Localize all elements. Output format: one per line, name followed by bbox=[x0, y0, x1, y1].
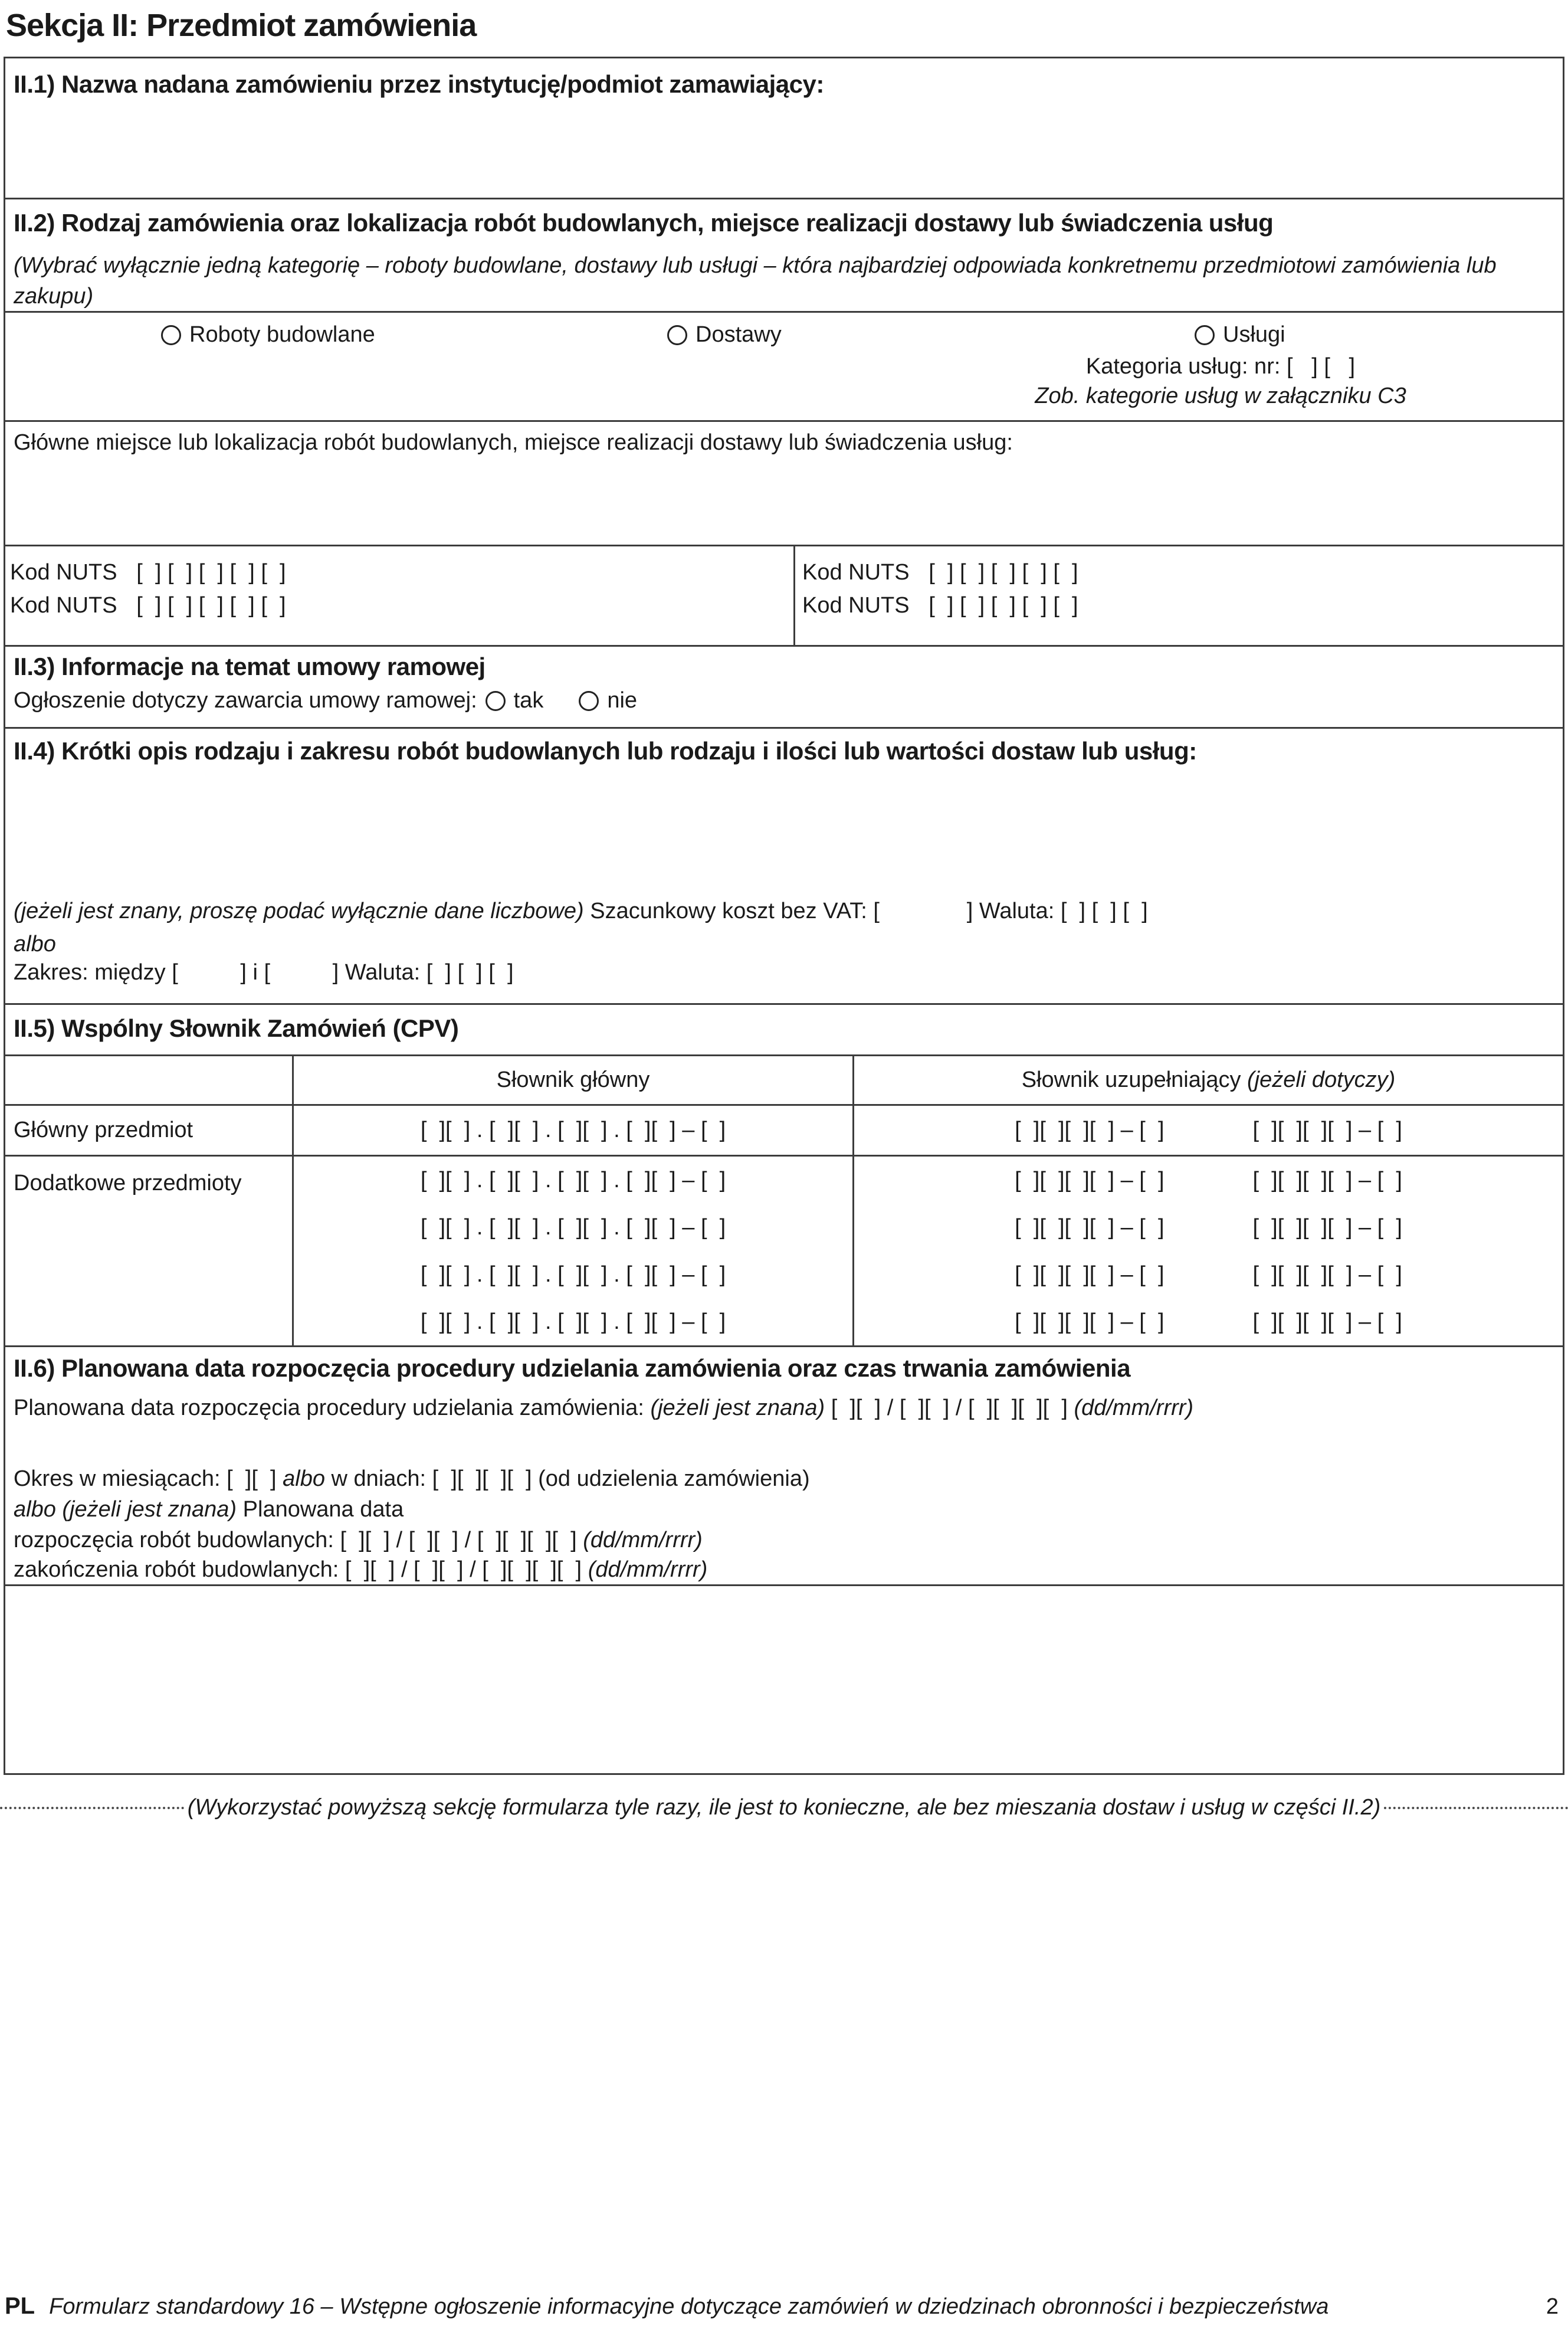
cpv-header-supp-note: (jeżeli dotyczy) bbox=[1247, 1067, 1396, 1092]
nuts-line bbox=[802, 589, 1563, 622]
radio-label: Roboty budowlane bbox=[189, 322, 375, 347]
framework-question-line bbox=[14, 688, 1554, 713]
currency-label: Waluta: bbox=[345, 960, 421, 985]
nuts-code-field[interactable]: [ ] [ ] [ ] [ ] [ ] bbox=[136, 560, 286, 585]
cpv-main-field[interactable]: [ ][ ] . [ ][ ] . [ ][ ] . [ ][ ] – [ ] bbox=[420, 1309, 726, 1334]
repeat-note-row bbox=[0, 1795, 1568, 1820]
date-format-note: (dd/mm/rrrr) bbox=[588, 1557, 708, 1582]
footer-form-title: Formularz standardowy 16 – Wstępne ogłoszenie informacyjne dotyczące zamówień w dziedzinach obronności i bezpieczeństwa bbox=[49, 2294, 1329, 2319]
main-location-field[interactable] bbox=[7, 475, 1561, 543]
framework-question-label: Ogłoszenie dotyczy zawarcia umowy ramowej: bbox=[14, 688, 477, 713]
cpv-supp-field[interactable]: [ ][ ][ ][ ] – [ ] bbox=[1015, 1117, 1164, 1142]
cpv-main-field[interactable]: [ ][ ] . [ ][ ] . [ ][ ] . [ ][ ] – [ ] bbox=[420, 1262, 726, 1287]
cpv-header-supp bbox=[852, 1056, 1563, 1104]
albo-label: albo bbox=[14, 932, 56, 957]
radio-circle-icon[interactable] bbox=[486, 691, 506, 711]
days-field[interactable]: [ ][ ][ ][ ] bbox=[432, 1466, 532, 1491]
estimated-cost-line bbox=[14, 899, 1148, 924]
cpv-supp-field[interactable]: [ ][ ][ ][ ] – [ ] bbox=[1252, 1167, 1402, 1193]
planned-data-label: Planowana data bbox=[242, 1497, 404, 1522]
section-ii4-heading: II.4) Krótki opis rodzaju i zakresu robót budowlanych lub rodzaju i ilości lub wartości dostaw lub usług: bbox=[14, 737, 1197, 765]
range-from-field[interactable]: [ ] bbox=[172, 960, 247, 985]
cpv-additional-supp-cell bbox=[852, 1157, 1563, 1345]
cpv-supp-field[interactable]: [ ][ ][ ][ ] – [ ] bbox=[1015, 1167, 1164, 1193]
service-category-field[interactable]: [ ] [ ] bbox=[1286, 354, 1356, 379]
additional-info-field[interactable] bbox=[7, 1639, 1561, 1771]
cpv-main-row bbox=[5, 1104, 1563, 1155]
cpv-table bbox=[4, 1054, 1564, 1347]
cost-label: Szacunkowy koszt bez VAT: bbox=[590, 899, 867, 923]
works-start-label: rozpoczęcia robót budowlanych: bbox=[14, 1528, 334, 1552]
works-end-date-field[interactable]: [ ][ ] / [ ][ ] / [ ][ ][ ][ ] bbox=[345, 1557, 582, 1582]
range-and-label: i bbox=[252, 960, 258, 985]
section-ii2-note-line1: (Wybrać wyłącznie jedną kategorię – roboty budowlane, dostawy lub usługi – która najbardziej odpowiada konkretnemu przedmiotowi zamówienia lub bbox=[14, 253, 1497, 278]
footer-language-code: PL bbox=[5, 2293, 35, 2319]
section-ii3-box bbox=[4, 645, 1564, 729]
framework-yes-label: tak bbox=[513, 688, 544, 713]
cpv-main-row-label: Główny przedmiot bbox=[14, 1117, 193, 1142]
estimated-cost-field[interactable]: [ ] bbox=[873, 899, 973, 923]
range-to-field[interactable]: [ ] bbox=[264, 960, 339, 985]
nuts-code-field[interactable]: [ ] [ ] [ ] [ ] [ ] bbox=[929, 593, 1078, 618]
page-footer bbox=[5, 2293, 1559, 2320]
section-ii6-box bbox=[4, 1345, 1564, 1586]
section-ii1-heading: II.1) Nazwa nadana zamówieniu przez instytucję/podmiot zamawiający: bbox=[14, 70, 824, 98]
section-ii7-heading-line bbox=[14, 1596, 1554, 1624]
days-note: (od udzielenia zamówienia) bbox=[538, 1466, 810, 1491]
date-format-note: (dd/mm/rrrr) bbox=[1074, 1396, 1194, 1420]
planned-date-field[interactable]: [ ][ ] / [ ][ ] / [ ][ ][ ][ ] bbox=[831, 1396, 1068, 1420]
cpv-main-field[interactable]: [ ][ ] . [ ][ ] . [ ][ ] . [ ][ ] – [ ] bbox=[420, 1167, 726, 1193]
cpv-main-cell bbox=[292, 1106, 852, 1155]
cpv-additional-main-cell bbox=[292, 1157, 852, 1345]
section-ii7-box bbox=[4, 1584, 1564, 1775]
works-start-line bbox=[14, 1528, 703, 1553]
cpv-supp-field[interactable]: [ ][ ][ ][ ] – [ ] bbox=[1015, 1262, 1164, 1287]
nuts-code-field[interactable]: [ ] [ ] [ ] [ ] [ ] bbox=[929, 560, 1078, 585]
duration-line bbox=[14, 1466, 810, 1492]
nuts-cell-right bbox=[793, 546, 1563, 645]
radio-option-roboty-budowlane[interactable] bbox=[161, 322, 375, 348]
planned-date-line bbox=[14, 1396, 1193, 1421]
page-title: Sekcja II: Przedmiot zamówienia bbox=[6, 8, 477, 43]
cpv-supp-field[interactable]: [ ][ ][ ][ ] – [ ] bbox=[1252, 1214, 1402, 1240]
cpv-supp-field[interactable]: [ ][ ][ ][ ] – [ ] bbox=[1252, 1309, 1402, 1334]
nuts-line bbox=[10, 589, 793, 622]
albo-label: albo bbox=[283, 1466, 325, 1491]
nuts-code-field[interactable]: [ ] [ ] [ ] [ ] [ ] bbox=[136, 593, 286, 618]
currency-field[interactable]: [ ] [ ] [ ] bbox=[426, 960, 514, 985]
months-field[interactable]: [ ][ ] bbox=[227, 1466, 277, 1491]
cpv-header-supp-label: Słownik uzupełniający bbox=[1021, 1067, 1241, 1092]
dotted-divider-left bbox=[0, 1807, 184, 1809]
radio-circle-icon[interactable] bbox=[1195, 325, 1215, 345]
section-ii5-box bbox=[4, 1003, 1564, 1347]
currency-field[interactable]: [ ] [ ] [ ] bbox=[1060, 899, 1148, 923]
radio-circle-icon[interactable] bbox=[667, 325, 687, 345]
nuts-label: Kod NUTS bbox=[802, 593, 910, 618]
section-ii2-header-box bbox=[4, 198, 1564, 313]
main-location-label: Główne miejsce lub lokalizacja robót budowlanych, miejsce realizacji dostawy lub świadczenia usług: bbox=[14, 430, 1013, 455]
radio-option-dostawy[interactable] bbox=[667, 322, 782, 348]
works-end-label: zakończenia robót budowlanych: bbox=[14, 1557, 339, 1582]
service-category-block bbox=[973, 352, 1468, 411]
radio-circle-icon[interactable] bbox=[161, 325, 181, 345]
cpv-header-main: Słownik główny bbox=[292, 1056, 852, 1104]
repeat-note-text: (Wykorzystać powyższą sekcję formularza tyle razy, ile jest to konieczne, ale bez mieszania dostaw i usług w części II.2) bbox=[187, 1795, 1381, 1820]
days-label: w dniach: bbox=[331, 1466, 427, 1491]
nuts-label: Kod NUTS bbox=[10, 593, 117, 618]
cpv-additional-row bbox=[5, 1155, 1563, 1345]
radio-circle-icon[interactable] bbox=[579, 691, 599, 711]
footer-page-number: 2 bbox=[1546, 2294, 1559, 2319]
nuts-cell-left bbox=[5, 546, 793, 645]
section-ii6-heading: II.6) Planowana data rozpoczęcia procedury udzielania zamówienia oraz czas trwania zamówienia bbox=[14, 1354, 1131, 1382]
albo-known-line bbox=[14, 1497, 404, 1522]
cpv-main-field[interactable]: [ ][ ] . [ ][ ] . [ ][ ] . [ ][ ] – [ ] bbox=[420, 1214, 726, 1240]
planned-date-label: Planowana data rozpoczęcia procedury udzielania zamówienia: bbox=[14, 1396, 644, 1420]
cpv-supp-cell bbox=[852, 1106, 1563, 1155]
currency-label: Waluta: bbox=[979, 899, 1055, 923]
cost-note: (jeżeli jest znany, proszę podać wyłącznie dane liczbowe) bbox=[14, 899, 584, 923]
cpv-header-empty-cell bbox=[5, 1056, 292, 1104]
nuts-codes-box bbox=[4, 545, 1564, 647]
months-label: Okres w miesiącach: bbox=[14, 1466, 221, 1491]
contract-type-box bbox=[4, 311, 1564, 422]
section-ii2-heading: II.2) Rodzaj zamówienia oraz lokalizacja robót budowlanych, miejsce realizacji dostawy lub świadczenia usług bbox=[14, 209, 1274, 237]
date-format-note: (dd/mm/rrrr) bbox=[583, 1528, 703, 1552]
works-end-line bbox=[14, 1557, 707, 1583]
cpv-supp-field[interactable]: [ ][ ][ ][ ] – [ ] bbox=[1252, 1262, 1402, 1287]
nuts-label: Kod NUTS bbox=[802, 560, 910, 585]
if-known-note: (jeżeli jest znana) bbox=[650, 1396, 825, 1420]
nuts-line bbox=[10, 556, 793, 589]
range-label: Zakres: między bbox=[14, 960, 166, 985]
albo-known-label: albo (jeżeli jest znana) bbox=[14, 1497, 237, 1522]
radio-label: Usługi bbox=[1223, 322, 1285, 347]
section-ii2-note-line2: zakupu) bbox=[14, 284, 94, 309]
radio-label: Dostawy bbox=[696, 322, 782, 347]
section-ii3-heading: II.3) Informacje na temat umowy ramowej bbox=[14, 653, 486, 680]
dotted-divider-right bbox=[1384, 1807, 1568, 1809]
service-category-label: Kategoria usług: nr: bbox=[1085, 354, 1281, 379]
framework-no-label: nie bbox=[607, 688, 638, 713]
works-start-date-field[interactable]: [ ][ ] / [ ][ ] / [ ][ ][ ][ ] bbox=[340, 1528, 577, 1552]
nuts-label: Kod NUTS bbox=[10, 560, 117, 585]
cpv-main-field[interactable]: [ ][ ] . [ ][ ] . [ ][ ] . [ ][ ] – [ ] bbox=[420, 1117, 726, 1142]
contract-name-field[interactable] bbox=[7, 112, 1561, 196]
nuts-line bbox=[802, 556, 1563, 589]
cpv-supp-field[interactable]: [ ][ ][ ][ ] – [ ] bbox=[1015, 1309, 1164, 1334]
main-location-box bbox=[4, 420, 1564, 546]
range-line bbox=[14, 960, 514, 985]
service-category-note: Zob. kategorie usług w załączniku C3 bbox=[1035, 384, 1406, 408]
section-ii4-box bbox=[4, 727, 1564, 1005]
cpv-supp-field[interactable]: [ ][ ][ ][ ] – [ ] bbox=[1015, 1214, 1164, 1240]
service-category-line bbox=[973, 352, 1468, 381]
cpv-supp-field[interactable]: [ ][ ][ ][ ] – [ ] bbox=[1252, 1117, 1402, 1142]
section-ii5-heading: II.5) Wspólny Słownik Zamówień (CPV) bbox=[14, 1014, 459, 1042]
section-ii2-note bbox=[14, 250, 1554, 312]
radio-option-uslugi[interactable] bbox=[1195, 322, 1285, 348]
cpv-header-row bbox=[5, 1056, 1563, 1104]
cpv-additional-row-label: Dodatkowe przedmioty bbox=[14, 1171, 242, 1195]
section-ii1-box bbox=[4, 57, 1564, 199]
